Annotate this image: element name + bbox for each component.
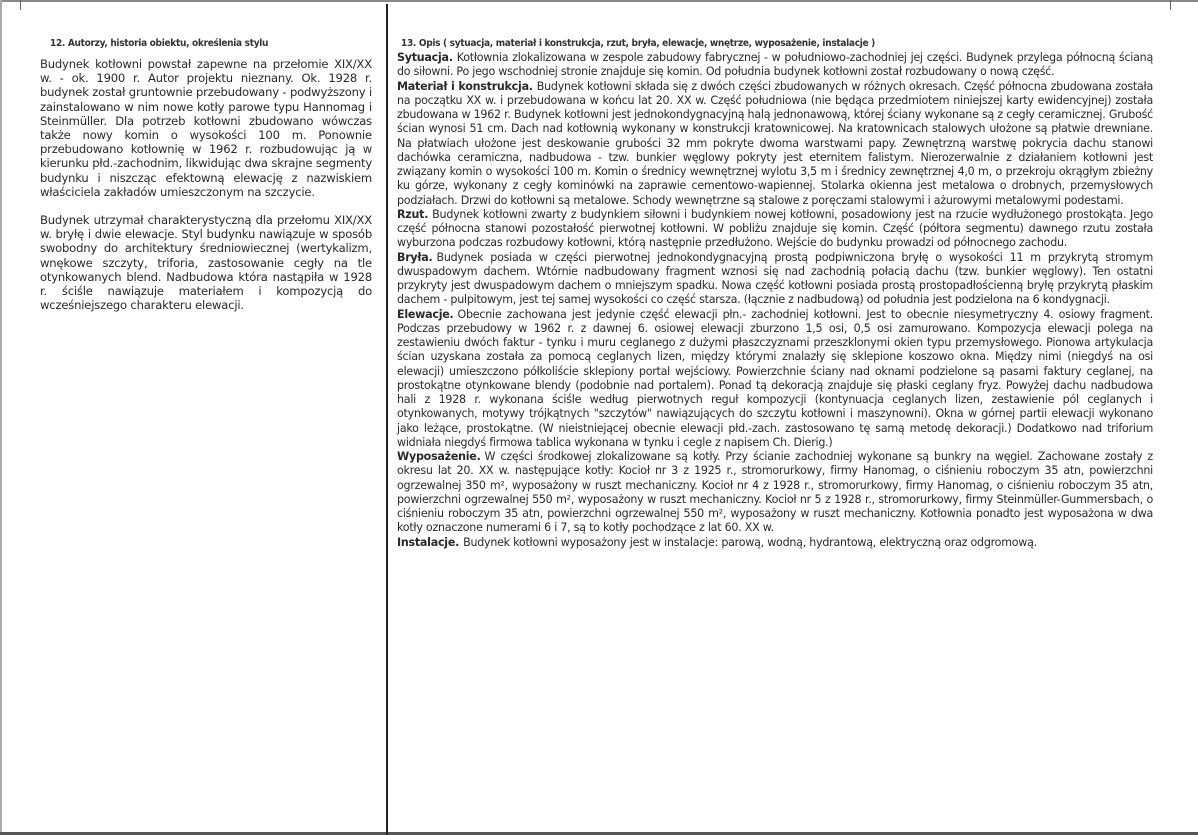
section-label: Wyposażenie. [397, 450, 481, 463]
section-text: Kotłownia zlokalizowana w zespole zabudowy fabrycznej - w południowo-zachodniej jej części. Budynek przylega północną ścianą do siłowni. Po jego wschodniej stronie znajduje się komin. Od południa budynek kotłowni został rozbudowany o nową część. [397, 51, 1153, 79]
left-edge-line [0, 0, 2, 835]
history-section-header: 12. Autorzy, historia obiektu, określenia stylu [50, 38, 269, 49]
history-column [40, 38, 372, 326]
section-label: Materiał i konstrukcja. [397, 79, 533, 93]
section-text: Budynek kotłowni składa się z dwóch części zbudowanych w różnych okresach. Część północna zbudowana została na początku XX w. i przebudowana w końcu lat 20. XX w. Część południowa (nie będąca przedmiotem niniejszej karty ewidencyjnej) została zbudowana w 1962 r. Budynek kotłowni jest jednokondygnacyjną halą jednonawową, której ściany wykonane są z cegły ceramicznej. Grubość ścian wynosi 51 cm. Dach nad kotłownią wykonany w konstrukcji kratownicowej. Na kratownicach stalowych ułożone są płatwie drewniane. Na płatwiach ułożone jest deskowanie grubości 32 mm pokryte dwoma warstwami papy. Zewnętrzną warstwę pokrycia dachu stanowi dachówka ceramiczna, nadbudowa - tzw. bunkier węglowy pokryty jest eternitem falistym. Nierozerwalnie z działaniem kotłowni jest związany komin o wysokości 100 m. Komin o średnicy wewnętrznej wylotu 3,5 m i średnicy zewnętrznej 4,0 m, o przekroju okrągłym zbieżny ku górze, wykonany z cegły kominówki na zaprawie cementowo-wapiennej. Stolarka okienna jest metalowa o drobnych, przemysłowych podziałach. Drzwi do kotłowni są metalowe. Schody wewnętrzne są stalowe z poręczami stalowymi i ażurowymi metalowymi podestami. [397, 79, 1153, 207]
section-label: Instalacje. [397, 535, 460, 549]
section-label: Bryła. [397, 250, 433, 264]
section-text: Budynek kotłowni wyposażony jest w instalacje: parową, wodną, hydrantową, elektryczną oraz odgromową. [463, 535, 1037, 549]
section-material-construction [397, 80, 1153, 208]
section-text: W części środkowej zlokalizowane są kotły. Przy ścianie zachodniej wykonane są bunkry na węgiel. Zachowane zostały z okresu lat 20. XX w. następujące kotły: Kocioł nr 3 z 1925 r., stromorurkowy, firmy Hanomag, o ciśnieniu roboczym 35 atn, powierzchni ogrzewalnej 350 m², wyposażony w ruszt mechaniczny. Kocioł nr 4 z 1928 r., stromorurkowy, firmy Hanomag, o ciśnieniu roboczym 35 atn, powierzchni ogrzewalnej 550 m², wyposażony w ruszt mechaniczny. Kocioł nr 5 z 1928 r., stromorurkowy, firmy Steinmüller-Gummersbach, o ciśnieniu roboczym 35 atn, powierzchni ogrzewalnej 550 m², wyposażony w ruszt mechaniczny. Kotłownia ponadto jest wyposażona w dwa kotły oznaczone numerami 6 i 7, są to kotły pochodzące z lat 60. XX w. [397, 450, 1153, 535]
top-tick-mark [20, 0, 21, 10]
section-label: Sytuacja. [397, 51, 453, 64]
style-paragraph: Budynek utrzymał charakterystyczną dla przełomu XIX/XX w. bryłę i dwie elewacje. Styl budynku nawiązuje w sposób swobodny do architektury średniowiecznej (wertykalizm, wnękowe szczyty, triforia, zastosowanie cegły na tle otynkowanych blend. Nadbudowa która nastąpiła w 1928 r. ściśle nawiązuje materiałem i kompozycją do wcześniejszego charakteru elewacji. [40, 213, 372, 313]
section-label: Elewacje. [397, 307, 454, 321]
section-text: Obecnie zachowana jest jedynie część elewacji płn.- zachodniej kotłowni. Jest to obecnie niesymetryczny 4. osiowy fragment. Podczas przebudowy w 1962 r. z dawnej 6. osiowej elewacji zburzono 1,5 osi, 0,5 osi zamurowano. Kompozycja elewacji polega na zestawieniu dwóch faktur - tynku i muru ceglanego z dużymi płaszczyznami przeszklonymi okien typu przemysłowego. Pionowa artykulacja ścian uzyskana została za pomocą ceglanych lizen, między którymi znalazły się sklepione koszowo okna. Między nimi (niegdyś na osi elewacji) umieszczono półkoliście sklepiony portal wejściowy. Powierzchnie ściany nad oknami podzielone są pasami faktury ceglanej, na prostokątne otynkowane blendy (podobnie nad portalem). Ponad tą dekoracją znajduje się płaski ceglany fryz. Powyżej dachu nadbudowa hali z 1928 r. wykonana ściśle według pierwotnych reguł kompozycji (kontynuacja ceglanych lizen, zestawienie pól ceglanych i otynkowanych, motywy trójkątnych "szczytów" nawiązujących do szczytu kotłowni i maszynowni). Okna w górnej partii elewacji wykonano jako leżące, prostokątne. (W nieistniejącej obecnie elewacji płd.-zach. zastosowano tę samą metodę dekoracji.) Dodatkowo nad triforium widniała niegdyś firmowa tablica wykonana w tynku i cegle z napisem Ch. Dierig.) [397, 307, 1153, 449]
section-installations [397, 536, 1153, 550]
description-column [397, 38, 1153, 550]
top-edge-line [0, 0, 1198, 2]
section-text: Budynek posiada w części pierwotnej jednokondygnacyjną prostą podpiwniczona bryłę o wysokości 11 m przykrytą stromym dwuspadowym dachem. Wtórnie nadbudowany fragment wznosi się nad zachodnią połacią dachu (tzw. bunkier węglowy). Ten ostatni przykryty jest dwuspadowym dachem o mniejszym spadku. Nowa część kotłowni posiada prostą prostopadłościenną bryłę przykrytą płaskim dachem - pulpitowym, jest tej samej wysokości co część starsza. (łącznie z nadbudową) od południa jest podzielona na 6 kondygnacji. [397, 250, 1153, 307]
section-plan [397, 208, 1153, 251]
section-situation [397, 51, 1153, 80]
section-massing [397, 251, 1153, 308]
column-divider [386, 4, 388, 835]
section-elevations [397, 308, 1153, 451]
section-equipment [397, 450, 1153, 536]
description-section-header: 13. Opis ( sytuacja, materiał i konstrukcja, rzut, bryła, elewacje, wnętrze, wyposażenie, instalacje ) [401, 38, 875, 49]
section-text: Budynek kotłowni zwarty z budynkiem siłowni i budynkiem nowej kotłowni, posadowiony jest na rzucie wydłużonego prostokąta. Jego część północna stanowi pozostałość pierwotnej kotłowni. W pobliżu znajduje się komin. Część (półtora segmentu) dawnego rzutu została wyburzona podczas rozbudowy kotłowni, którą następnie przedłużono. Wejście do budynku prowadzi od północnego zachodu. [397, 207, 1153, 250]
description-body [397, 51, 1153, 550]
section-label: Rzut. [397, 207, 429, 221]
top-tick-mark [1170, 0, 1171, 10]
history-paragraph: Budynek kotłowni powstał zapewne na przełomie XIX/XX w. - ok. 1900 r. Autor projektu nieznany. Ok. 1928 r. budynek został gruntownie przebudowany - podwyższony i zainstalowano w nim nowe kotły parowe typu Hannomag i Steinmüller. Dla potrzeb kotłowni zbudowano wówczas także nowy komin o wysokości 100 m. Ponownie przebudowano kotłownię w 1962 r. rozbudowując ją w kierunku płd.-zachodnim, likwidując dwa skrajne segmenty budynku i niszcząc efektowną elewację z nazwiskiem właściciela zakładów umieszczonym na szczycie. [40, 57, 372, 199]
